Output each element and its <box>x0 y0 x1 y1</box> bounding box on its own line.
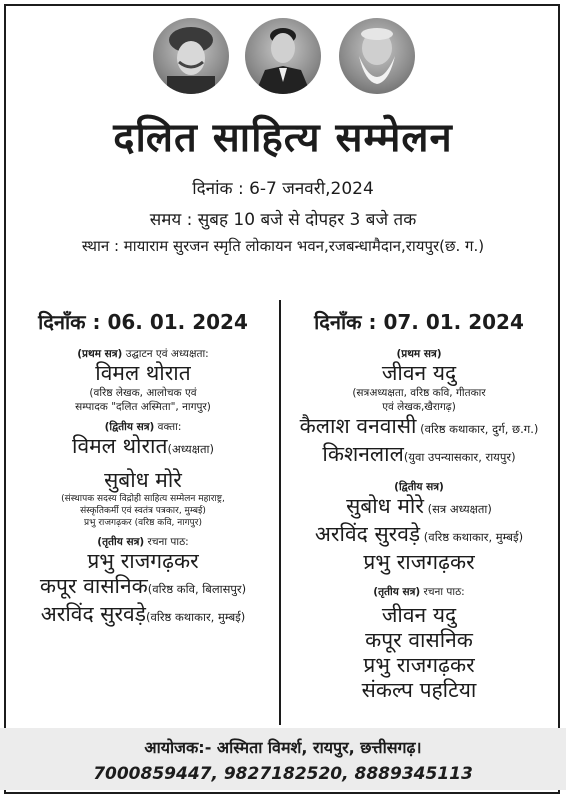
day2-date: दिनाँक : 07. 01. 2024 <box>314 310 524 334</box>
day2-session1-speaker3: किशनलाल(युवा उपन्यासकार, रायपुर) <box>322 442 516 466</box>
organizer: आयोजक:- अस्मिता विमर्श, रायपुर, छत्तीसगढ़। <box>144 738 422 757</box>
portrait-turban-man <box>153 18 229 94</box>
portrait-row <box>0 18 566 102</box>
event-time: समय : सुबह 10 बजे से दोपहर 3 बजे तक <box>149 210 417 230</box>
day2-session1-note2: एवं लेखक,खैरागढ़) <box>382 401 456 413</box>
day2-session3-heading: (तृतीय सत्र) रचना पाठ: <box>373 586 465 598</box>
day2-session3-poet1: जीवन यदु <box>381 603 457 627</box>
column-divider <box>279 300 281 725</box>
portrait-bearded-man <box>339 18 415 94</box>
page-title: दलित साहित्य सम्मेलन <box>113 115 453 161</box>
day2-session1-speaker2: कैलाश वनवासी (वरिष्ठ कथाकार, दुर्ग, छ.ग.) <box>299 414 539 438</box>
day1-session1-note2: सम्पादक "दलित अस्मिता", नागपुर) <box>75 401 211 413</box>
day1-column <box>8 308 278 630</box>
event-venue: स्थान : मायाराम सुरजन स्मृति लोकायन भवन,रजबन्धामैदान,रायपुर(छ. ग.) <box>81 237 485 255</box>
day2-session2-speaker2: अरविंद सुरवड़े (वरिष्ठ कथाकार, मुम्बई) <box>314 522 524 546</box>
portrait-suited-man <box>245 18 321 94</box>
day2-session2-heading: (द्वितीय सत्र) <box>394 481 444 493</box>
day2-session2-speaker1: सुबोध मोरे (सत्र अध्यक्षता) <box>346 494 492 518</box>
day1-session3-poet3: अरविंद सुरवड़े(वरिष्ठ कथाकार, मुम्बई) <box>40 602 246 626</box>
day1-date: दिनाँक : 06. 01. 2024 <box>38 310 248 334</box>
day1-session2-speaker3: प्रभु राजगढ़कर (वरिष्ठ कवि, नागपुर) <box>84 518 202 528</box>
day1-session2-note2: संस्कृतिकर्मी एवं स्वतंत्र पत्रकार, मुम्बई) <box>80 506 206 516</box>
day1-session3-poet2: कपूर वासनिक(वरिष्ठ कवि, बिलासपुर) <box>39 574 247 598</box>
day1-session1-note1: (वरिष्ठ लेखक, आलोचक एवं <box>89 387 197 399</box>
day2-session3-poet4: संकल्प पहटिया <box>361 678 477 702</box>
day2-session3-poet3: प्रभु राजगढ़कर <box>363 653 475 677</box>
day1-session2-speaker2: सुबोध मोरे <box>104 468 182 492</box>
footer <box>0 728 566 790</box>
day1-session1-heading: (प्रथम सत्र) उद्घाटन एवं अध्यक्षता: <box>77 348 209 360</box>
day2-column <box>284 308 554 703</box>
day2-session2-speaker3: प्रभु राजगढ़कर <box>363 550 475 574</box>
day1-session2-speaker1: विमल थोरात(अध्यक्षता) <box>72 434 214 458</box>
day1-session2-note1: (संस्थापक सदस्य विद्रोही साहित्य सम्मेलन महाराष्ट्र, <box>61 494 225 504</box>
day1-session1-speaker: विमल थोरात <box>95 361 191 385</box>
event-date: दिनांक : 6-7 जनवरी,2024 <box>192 179 374 199</box>
day2-session3-poet2: कपूर वासनिक <box>365 628 473 652</box>
day2-session1-note1: (सत्रअध्यक्षता, वरिष्ठ कवि, गीतकार <box>352 387 486 399</box>
contact-phones: 7000859447, 9827182520, 8889345113 <box>93 764 473 784</box>
day2-session1-heading: (प्रथम सत्र) <box>396 348 442 360</box>
day1-session3-heading: (तृतीय सत्र) रचना पाठ: <box>97 536 189 548</box>
day2-session1-speaker1: जीवन यदु <box>381 361 457 385</box>
day1-session2-heading: (द्वितीय सत्र) वक्ता: <box>104 421 182 433</box>
day1-session3-poet1: प्रभु राजगढ़कर <box>87 549 199 573</box>
